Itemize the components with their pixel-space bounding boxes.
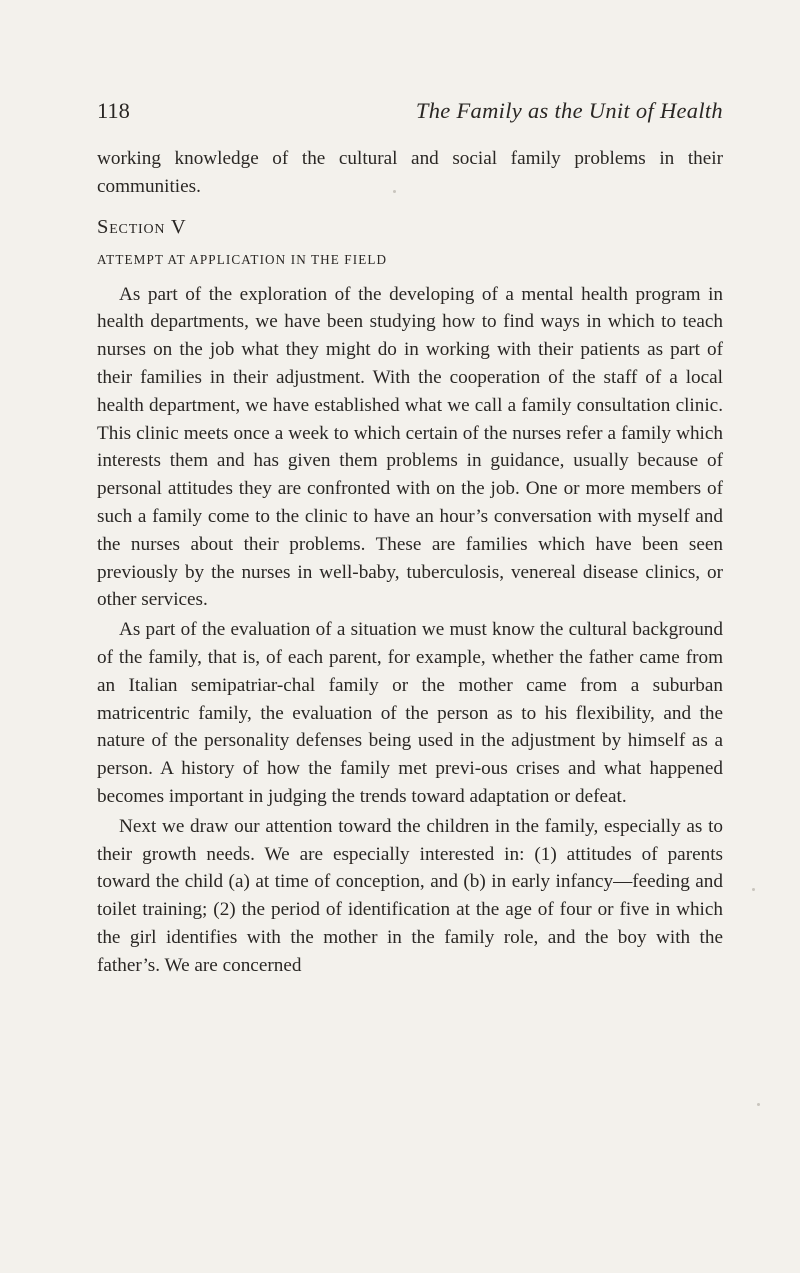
- page-header: [97, 98, 723, 134]
- section-heading: Section V: [97, 215, 187, 238]
- paragraph-3: Next we draw our attention toward the children in the family, especially as to their growth needs. We are especially interested in: (1) attitudes of parents toward the child (a) at time of conception, and (b) in early infancy—feeding and toilet training; (2) the period of identification at the age of four or five in which the girl identifies with the mother in the family role, and the boy with the father’s. We are concerned: [97, 815, 723, 976]
- paper-speck: [757, 1103, 760, 1106]
- paragraph-1: As part of the exploration of the developing of a mental health program in health departments, we have been studying how to find ways in which to teach nurses on the job what they might do in working with their patients as part of their families in their adjustment. With the cooperation of the staff of a local health department, we have established what we call a family consultation clinic. This clinic meets once a week to which certain of the nurses refer a family which interests them and has given them problems in guidance, usually because of personal attitudes they are confronted with on the job. One or more members of such a family come to the clinic to have an hour’s conversation with myself and the nurses about their problems. These are families which have been seen previously by the nurses in well-baby, tuberculosis, venereal disease clinics, or other services.: [97, 283, 723, 611]
- running-title: The Family as the Unit of Health: [415, 98, 723, 123]
- body-text: [97, 145, 723, 980]
- paper-speck: [752, 888, 755, 891]
- section-subheading: ATTEMPT AT APPLICATION IN THE FIELD: [97, 251, 388, 267]
- paragraph-2: As part of the evaluation of a situation we must know the cultural background of the family, that is, of each parent, for example, whether the father came from an Italian semipatriar-chal family or the mother came from a suburban matricentric family, the evaluation of the person as to his flexibility, and the nature of the personality defenses being used in the adjustment by himself as a person. A history of how the family met previ-ous crises and what happened becomes important in judging the trends toward adaptation or defeat.: [97, 619, 723, 807]
- page-number: 118: [97, 98, 130, 123]
- continuation-paragraph: working knowledge of the cultural and social family problems in their communities.: [97, 148, 723, 197]
- paper-speck: [393, 190, 396, 193]
